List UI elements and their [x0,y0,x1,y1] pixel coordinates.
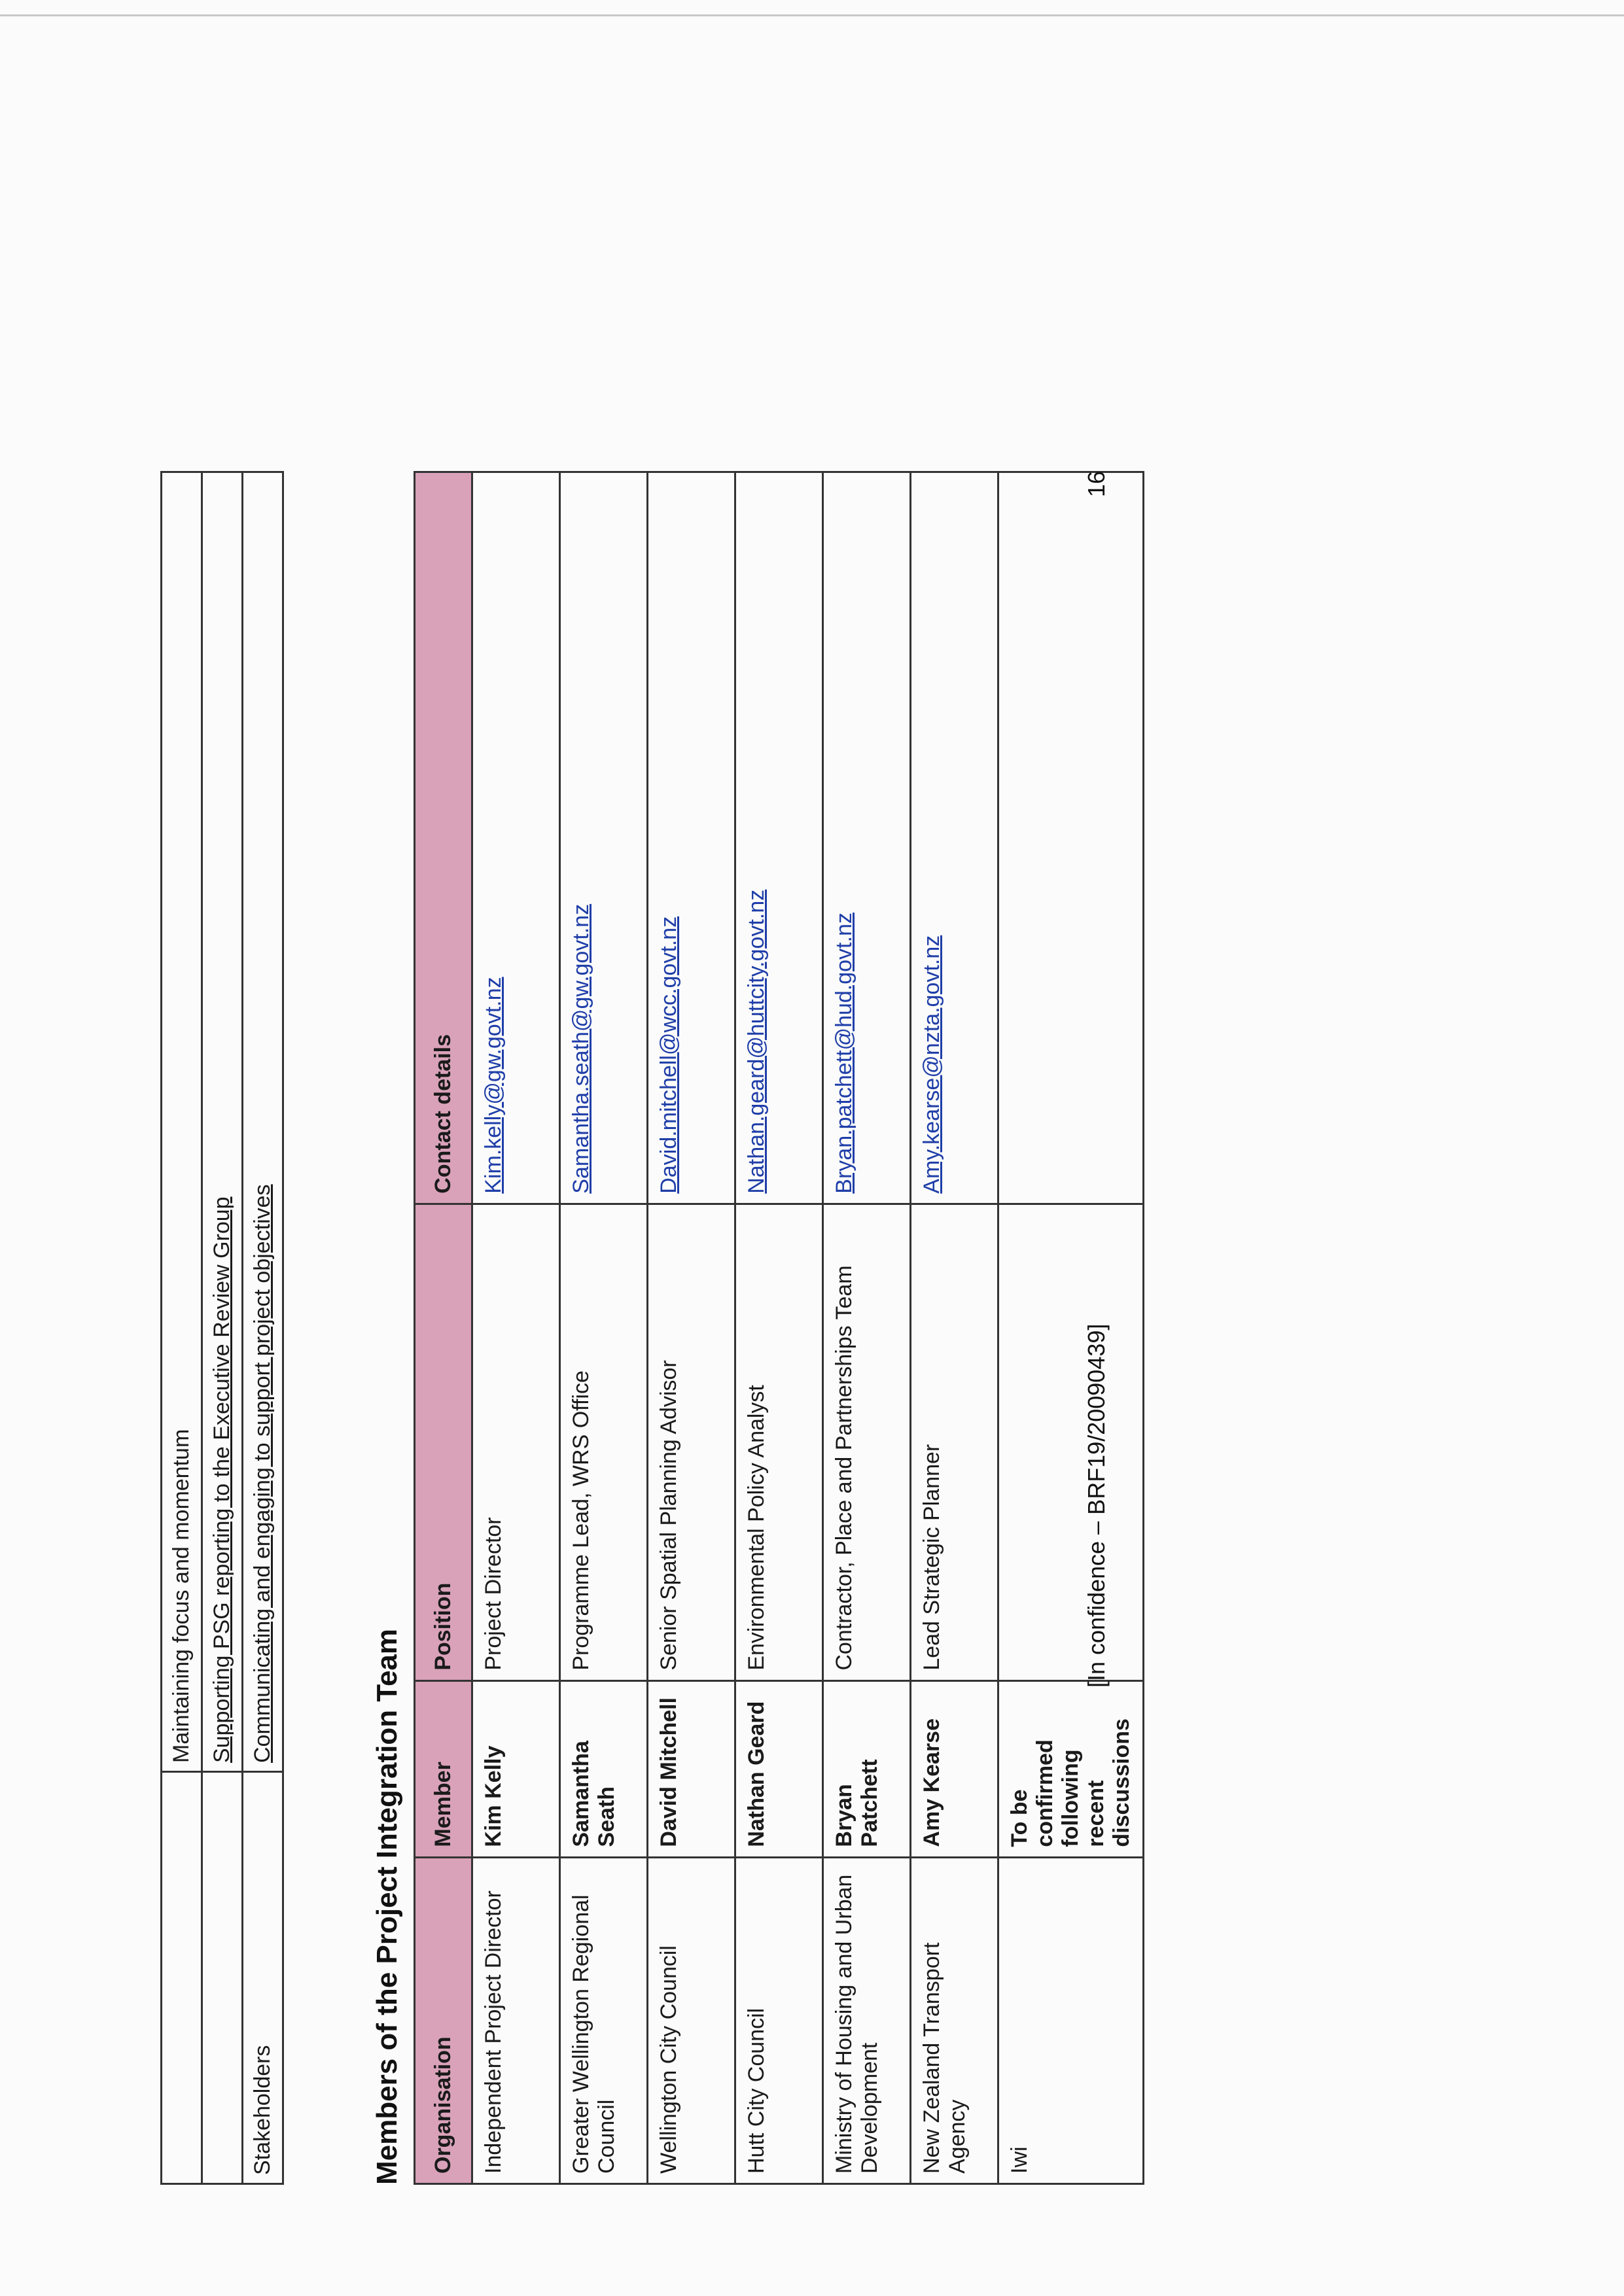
cell-organisation: Greater Wellington Regional Council [560,1857,648,2183]
cell-contact [560,472,648,1204]
header-member: Member [415,1680,472,1857]
cell-member: Bryan Patchett [823,1680,911,1857]
scan-edge-line [0,14,1624,16]
stakeholders-row-text: Supporting PSG reporting to the Executive Review Group [202,472,243,1772]
cell-position: Senior Spatial Planning Advisor [648,1204,735,1680]
stakeholders-table-row [243,472,283,2184]
table-row [648,472,735,2184]
cell-contact [823,472,911,1204]
cell-organisation: Wellington City Council [648,1857,735,2183]
cell-member: Amy Kearse [911,1680,998,1857]
confidentiality-footer: [In confidence – BRF19/20090439] [1083,1323,1110,1688]
stakeholders-table [160,471,284,2185]
cell-position: Programme Lead, WRS Office [560,1204,648,1680]
table-row [735,472,823,2184]
page-number: 16 [1083,470,1110,497]
cell-contact [735,472,823,1204]
cell-contact [648,472,735,1204]
cell-organisation: Iwi [998,1857,1144,2183]
cell-member: David Mitchell [648,1680,735,1857]
stakeholders-row-label: Stakeholders [243,1772,283,2184]
section-title: Members of the Project Integration Team [371,1628,403,2185]
email-link[interactable]: Amy.kearse@nzta.govt.nz [919,935,944,1194]
cell-organisation: New Zealand Transport Agency [911,1857,998,2183]
members-table [414,471,1144,2185]
cell-member: To be confirmed following recent discussions [998,1680,1144,1857]
cell-member: Samantha Seath [560,1680,648,1857]
table-row [998,472,1144,2184]
cell-contact [911,472,998,1204]
cell-position [998,1204,1144,1680]
email-link[interactable]: Samantha.seath@gw.govt.nz [569,903,593,1194]
stakeholders-row-text: Communicating and engaging to support project objectives [243,472,283,1772]
cell-organisation: Ministry of Housing and Urban Development [823,1857,911,2183]
cell-contact [998,472,1144,1204]
stakeholders-table-row [162,472,202,2184]
table-row [472,472,560,2184]
stakeholders-row-label [162,1772,202,2184]
cell-organisation: Hutt City Council [735,1857,823,2183]
cell-position: Environmental Policy Analyst [735,1204,823,1680]
stakeholders-row-label [202,1772,243,2184]
members-table-header-row [415,472,472,2184]
cell-contact [472,472,560,1204]
cell-position: Lead Strategic Planner [911,1204,998,1680]
cell-position: Project Director [472,1204,560,1680]
stakeholders-table-row [202,472,243,2184]
email-link[interactable]: Nathan.geard@huttcity.govt.nz [744,889,769,1194]
header-contact-details: Contact details [415,472,472,1204]
email-link[interactable]: David.mitchell@wcc.govt.nz [656,916,681,1194]
rotated-landscape-content [160,366,1142,2185]
cell-member: Kim Kelly [472,1680,560,1857]
table-row [823,472,911,2184]
cell-position: Contractor, Place and Partnerships Team [823,1204,911,1680]
table-row [560,472,648,2184]
email-link[interactable]: Kim.kelly@gw.govt.nz [481,977,506,1194]
email-link[interactable]: Bryan.patchett@hud.govt.nz [832,913,856,1194]
header-organisation: Organisation [415,1857,472,2183]
cell-organisation: Independent Project Director [472,1857,560,2183]
stakeholders-row-text: Maintaining focus and momentum [162,472,202,1772]
header-position: Position [415,1204,472,1680]
cell-member: Nathan Geard [735,1680,823,1857]
table-row [911,472,998,2184]
